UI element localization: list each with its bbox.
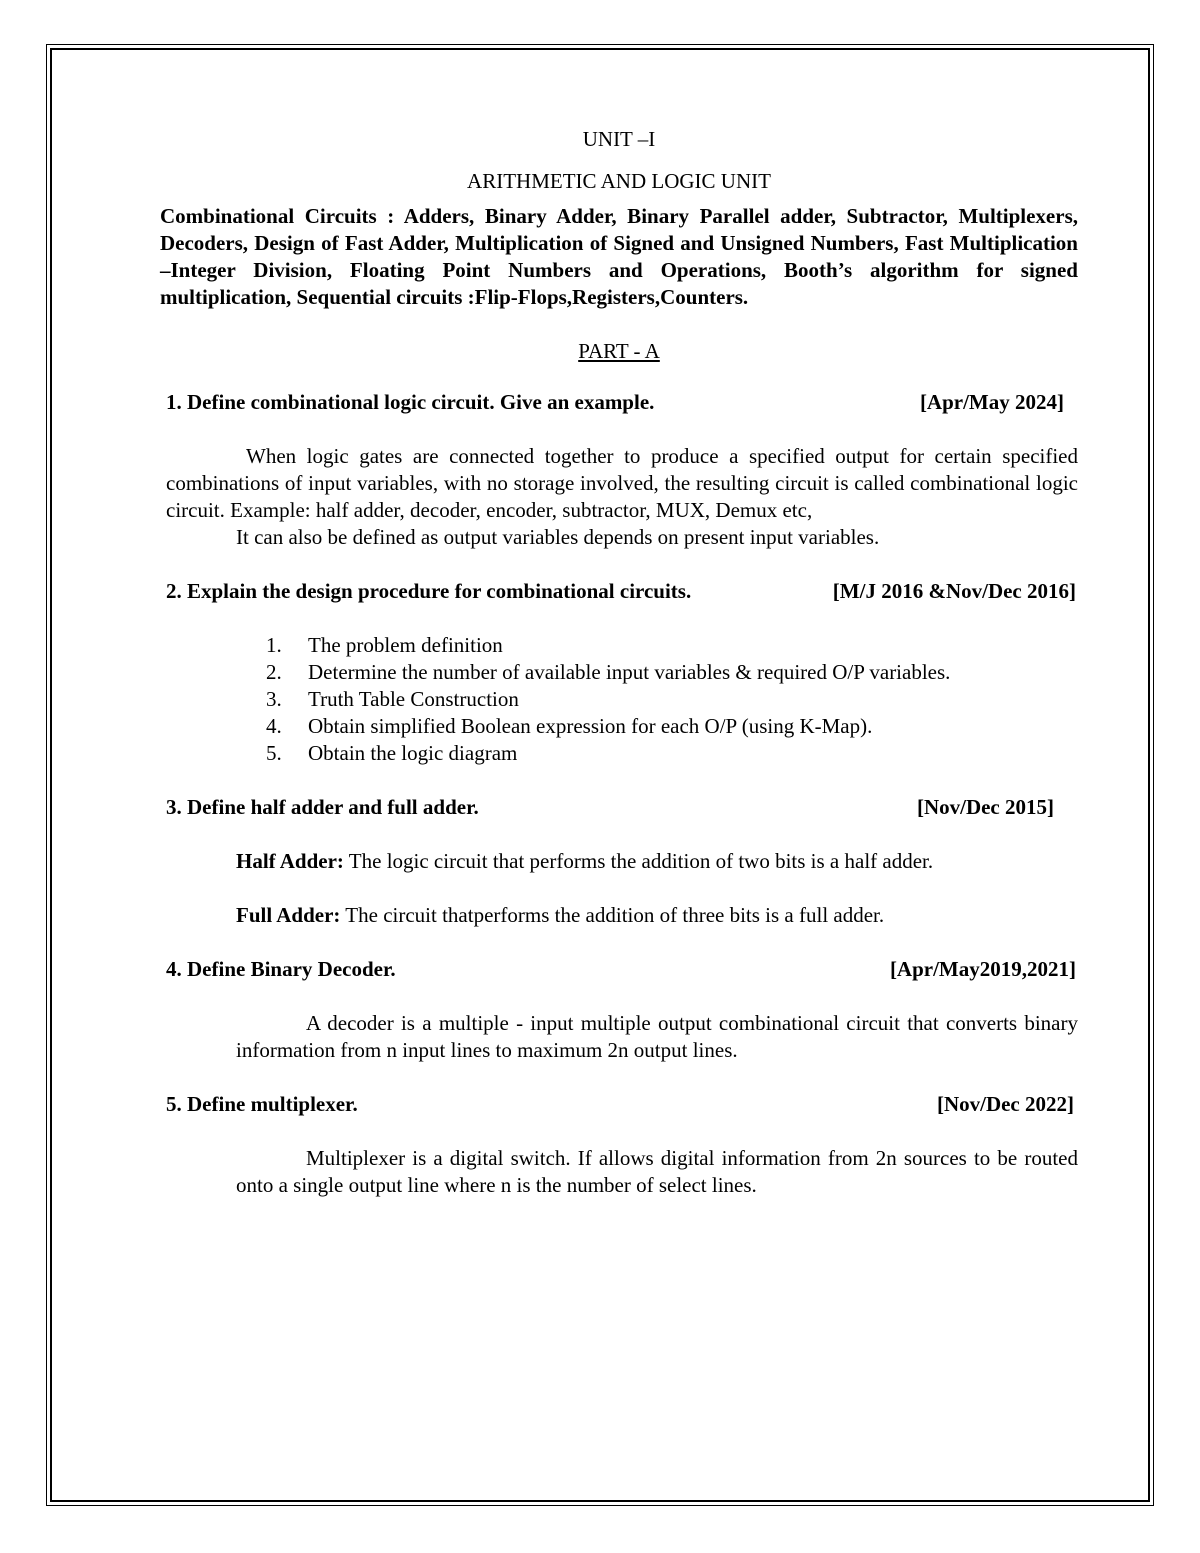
question-5-tag: [Nov/Dec 2022]: [936, 1092, 1074, 1116]
full-adder-definition: [160, 902, 1078, 929]
question-5: [160, 1091, 1078, 1118]
question-2-tag: [M/J 2016 &Nov/Dec 2016]: [832, 579, 1076, 603]
question-4-answer: A decoder is a multiple - input multiple output combinational circuit that converts binary information from n input lines to maximum 2n output lines.: [236, 1011, 1078, 1062]
half-adder-label: Half Adder:: [236, 849, 344, 873]
syllabus-paragraph: Combinational Circuits : Adders, Binary Adder, Binary Parallel adder, Subtractor, Multiplexers, Decoders, Design of Fast Adder, Multiplication of Signed and Unsigned Numbers, Fast Multiplication –Integer Division, Floating Point Numbers and Operations, Booth’s algorithm for signed multiplication, Sequential circuits :Flip-Flops,Registers,Counters.: [160, 204, 1078, 309]
half-adder-text: The logic circuit that performs the addition of two bits is a half adder.: [343, 849, 934, 873]
question-3-tag: [Nov/Dec 2015]: [916, 795, 1054, 819]
list-item-text: Determine the number of available input variables & required O/P variables.: [308, 660, 951, 684]
list-item-number: 5.: [266, 741, 282, 765]
list-item-number: 3.: [266, 687, 282, 711]
unit-title: UNIT –I: [582, 127, 656, 151]
list-item-text: The problem definition: [308, 633, 503, 657]
question-2-text: 2. Explain the design procedure for combinational circuits.: [166, 579, 692, 603]
full-adder-text: The circuit thatperforms the addition of three bits is a full adder.: [340, 903, 885, 927]
list-item: [266, 713, 1078, 740]
question-5-text: 5. Define multiplexer.: [166, 1092, 358, 1116]
question-4: [160, 956, 1078, 983]
question-5-answer: Multiplexer is a digital switch. If allows digital information from 2n sources to be routed onto a single output line where n is the number of select lines.: [236, 1146, 1078, 1197]
list-item-number: 1.: [266, 633, 282, 657]
question-3: [160, 794, 1078, 821]
question-2: [160, 578, 1078, 605]
half-adder-definition: [160, 848, 1078, 875]
list-item: [266, 740, 1078, 767]
list-item: [266, 686, 1078, 713]
unit-subtitle: ARITHMETIC AND LOGIC UNIT: [467, 169, 771, 193]
part-title: PART - A: [578, 339, 660, 363]
list-item: [266, 659, 1078, 686]
question-1-text: 1. Define combinational logic circuit. Give an example.: [166, 390, 655, 414]
list-item-text: Obtain simplified Boolean expression for each O/P (using K-Map).: [308, 714, 873, 738]
question-1: [160, 389, 1078, 416]
question-4-text: 4. Define Binary Decoder.: [166, 957, 396, 981]
list-item-number: 2.: [266, 660, 282, 684]
question-3-text: 3. Define half adder and full adder.: [166, 795, 479, 819]
question-1-tag: [Apr/May 2024]: [919, 390, 1064, 414]
list-item-number: 4.: [266, 714, 282, 738]
document-page: [160, 126, 1078, 1199]
question-1-answer-extra: It can also be defined as output variables depends on present input variables.: [236, 525, 880, 549]
list-item-text: Truth Table Construction: [308, 687, 519, 711]
list-item-text: Obtain the logic diagram: [308, 741, 518, 765]
full-adder-label: Full Adder:: [236, 903, 341, 927]
list-item: [266, 632, 1078, 659]
question-4-tag: [Apr/May2019,2021]: [889, 957, 1076, 981]
question-1-answer: When logic gates are connected together to produce a specified output for certain specified combinations of input variables, with no storage involved, the resulting circuit is called combinational logic circuit. Example: half adder, decoder, encoder, subtractor, MUX, Demux etc,: [166, 444, 1078, 522]
design-steps-list: [160, 632, 1078, 767]
